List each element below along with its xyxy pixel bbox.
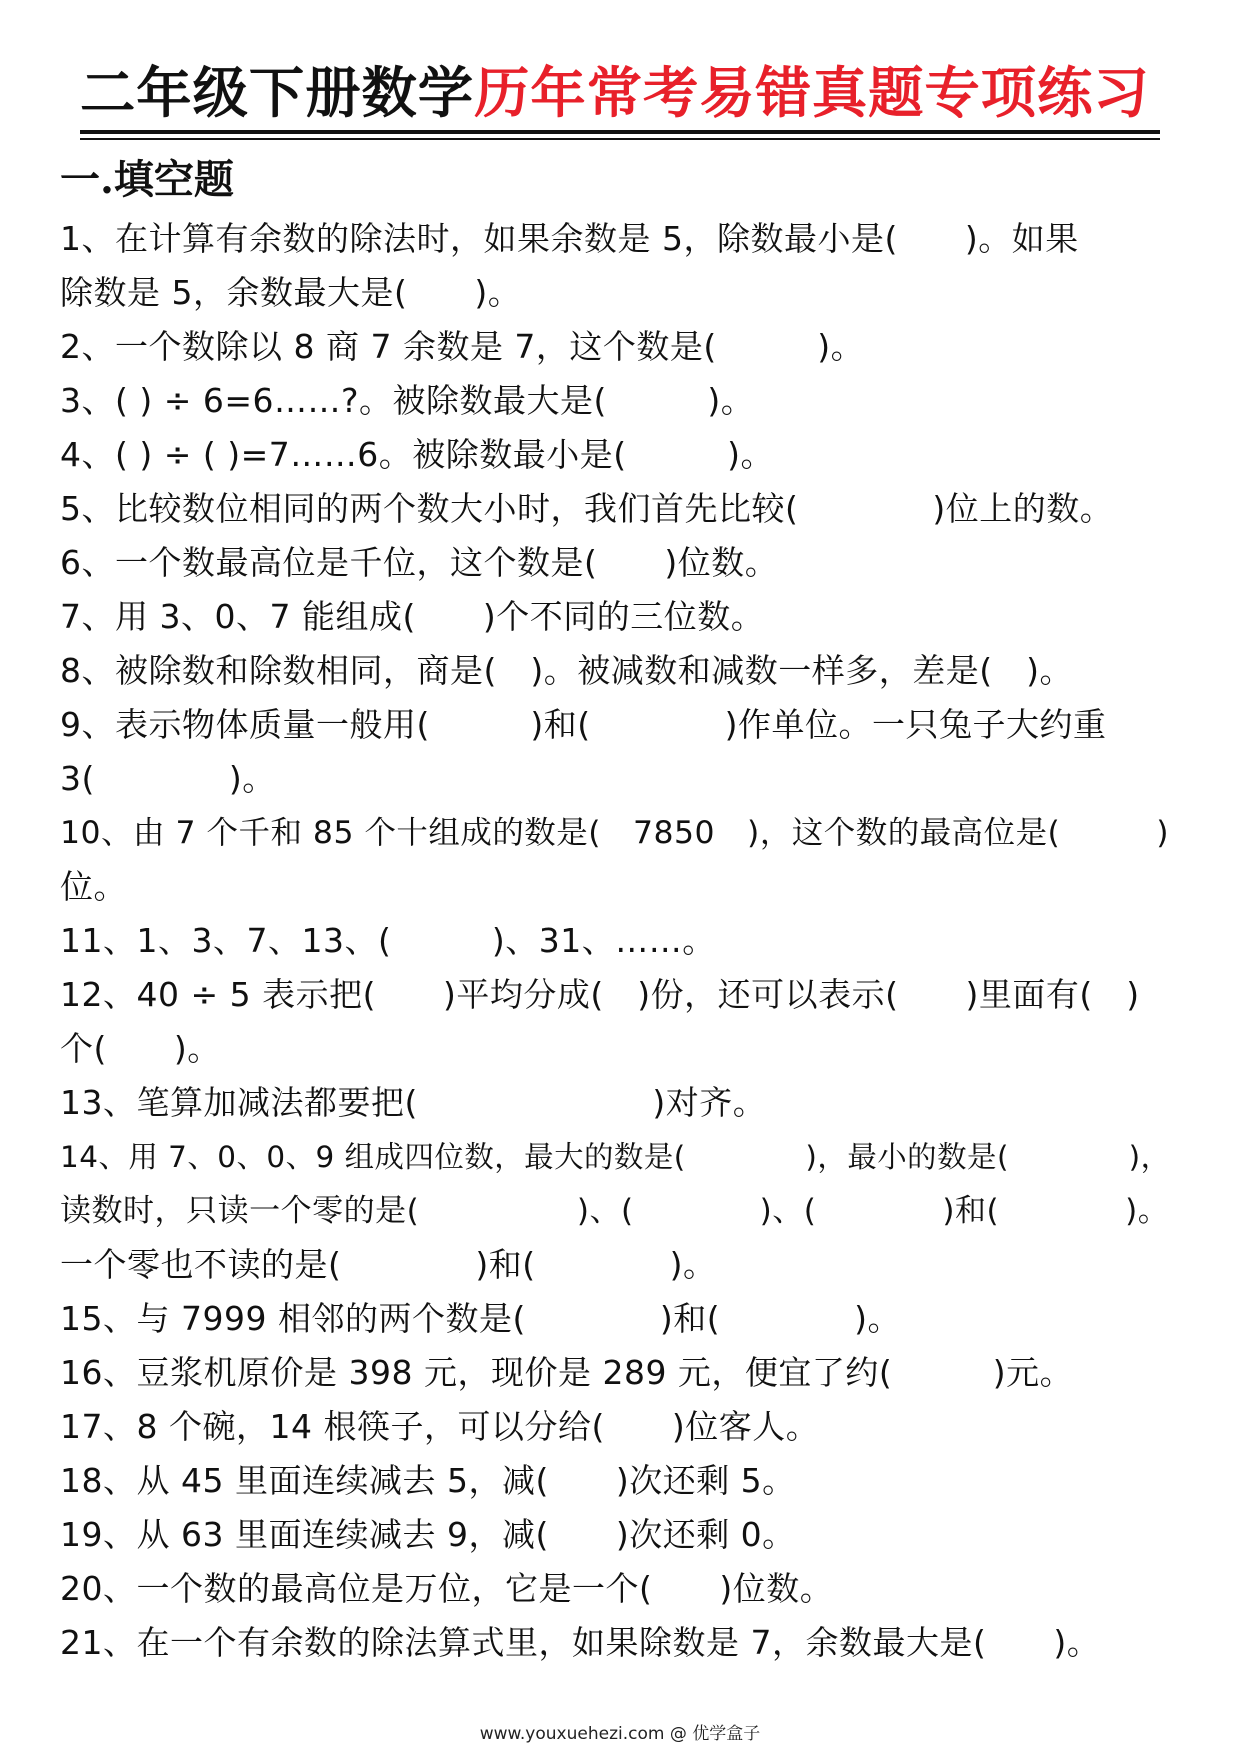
question-line: 9、表示物体质量一般用( )和( )作单位。一只兔子大约重	[60, 705, 1107, 744]
question-line: 个( )。	[60, 1029, 221, 1068]
question-line: 5、比较数位相同的两个数大小时，我们首先比较( )位上的数。	[60, 489, 1114, 528]
footer-watermark: www.youxuehezi.com @ 优学盒子	[479, 1724, 761, 1744]
question-line: 一个零也不读的是( )和( )。	[60, 1245, 717, 1284]
question-line: 2、一个数除以 8 商 7 余数是 7，这个数是( )。	[60, 327, 865, 366]
question-line: 19、从 63 里面连续减去 9，减( )次还剩 0。	[60, 1515, 796, 1554]
question-line: 17、8 个碗，14 根筷子，可以分给( )位客人。	[60, 1407, 820, 1446]
question-list	[60, 212, 1180, 1670]
question-line: 位。	[60, 867, 127, 906]
question-line: 18、从 45 里面连续减去 5，减( )次还剩 5。	[60, 1461, 796, 1500]
title-red-part: 历年常考易错真题专项练习	[474, 61, 1150, 126]
question-line: 11、1、3、7、13、( )、31、……。	[60, 921, 716, 960]
question-line: 16、豆浆机原价是 398 元，现价是 289 元，便宜了约( )元。	[60, 1353, 1074, 1392]
question-line: 6、一个数最高位是千位，这个数是( )位数。	[60, 543, 779, 582]
question-line: 读数时，只读一个零的是( )、( )、( )和( )。	[60, 1193, 1170, 1229]
question-line: 7、用 3、0、7 能组成( )个不同的三位数。	[60, 597, 765, 636]
question-line: 14、用 7、0、0、9 组成四位数，最大的数是( )，最小的数是( )，	[60, 1140, 1171, 1174]
question-line: 10、由 7 个千和 85 个十组成的数是( 7850 )，这个数的最高位是( )	[60, 815, 1170, 851]
section-heading: 一.填空题	[60, 156, 234, 203]
question-line: 20、一个数的最高位是万位，它是一个( )位数。	[60, 1569, 834, 1608]
question-line: 1、在计算有余数的除法时，如果余数是 5，除数最小是( )。如果	[60, 219, 1079, 258]
question-line: 13、笔算加减法都要把( )对齐。	[60, 1083, 767, 1122]
question-line: 3( )。	[60, 759, 276, 798]
title-black-part: 二年级下册数学	[80, 61, 475, 126]
page-title	[80, 58, 1160, 130]
question-line: 除数是 5，余数最大是( )。	[60, 273, 522, 312]
question-line: 3、( ) ÷ 6=6……?。被除数最大是( )。	[60, 381, 755, 420]
question-line: 4、( ) ÷ ( )=7……6。被除数最小是( )。	[60, 435, 774, 474]
question-line: 12、40 ÷ 5 表示把( )平均分成( )份，还可以表示( )里面有( )	[60, 975, 1140, 1014]
title-underline-thin	[80, 138, 1160, 140]
question-line: 21、在一个有余数的除法算式里，如果除数是 7，余数最大是( )。	[60, 1623, 1101, 1662]
title-underline-thick	[80, 130, 1160, 134]
question-line: 8、被除数和除数相同，商是( )。被减数和减数一样多，差是( )。	[60, 651, 1073, 690]
question-line: 15、与 7999 相邻的两个数是( )和( )。	[60, 1299, 901, 1338]
